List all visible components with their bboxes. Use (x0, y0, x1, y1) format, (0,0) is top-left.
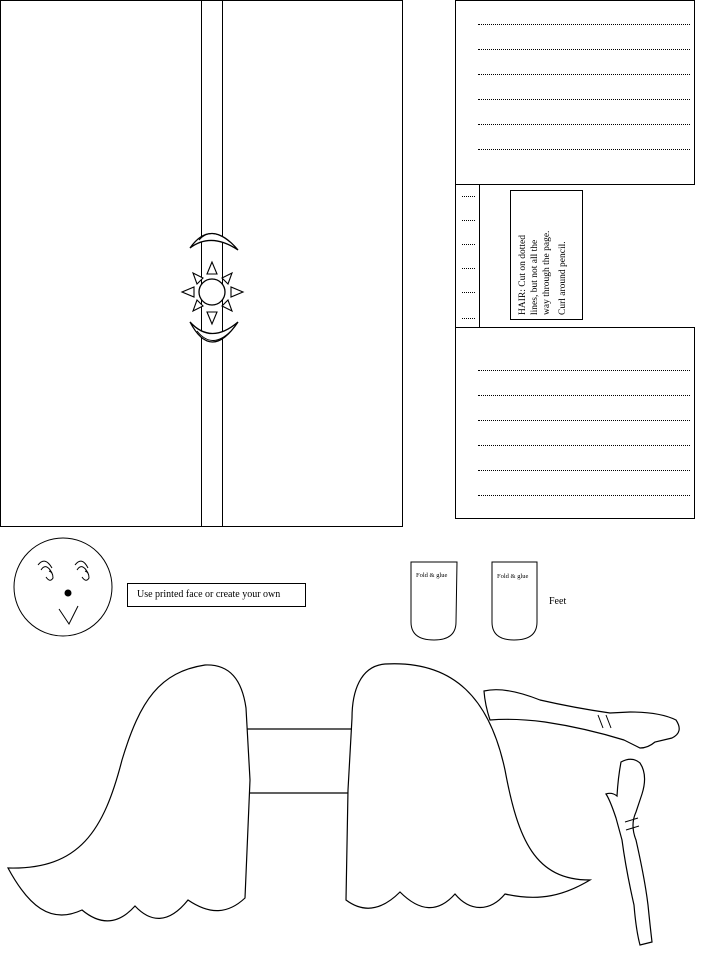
face-note-text: Use printed face or create your own (137, 589, 281, 600)
hair-instruction-line-4: Curl around pencil. (558, 241, 568, 315)
hair-instruction-line-2: lines, but not all the (530, 239, 540, 315)
hair-instruction-line-3: way through the page. (542, 230, 552, 315)
hair-instruction-line-1: HAIR: Cut on dotted (518, 235, 528, 315)
left-foot-label: Fold & glue (416, 572, 448, 579)
right-foot-label: Fold & glue (497, 573, 529, 580)
feet-caption: Feet (549, 596, 567, 607)
